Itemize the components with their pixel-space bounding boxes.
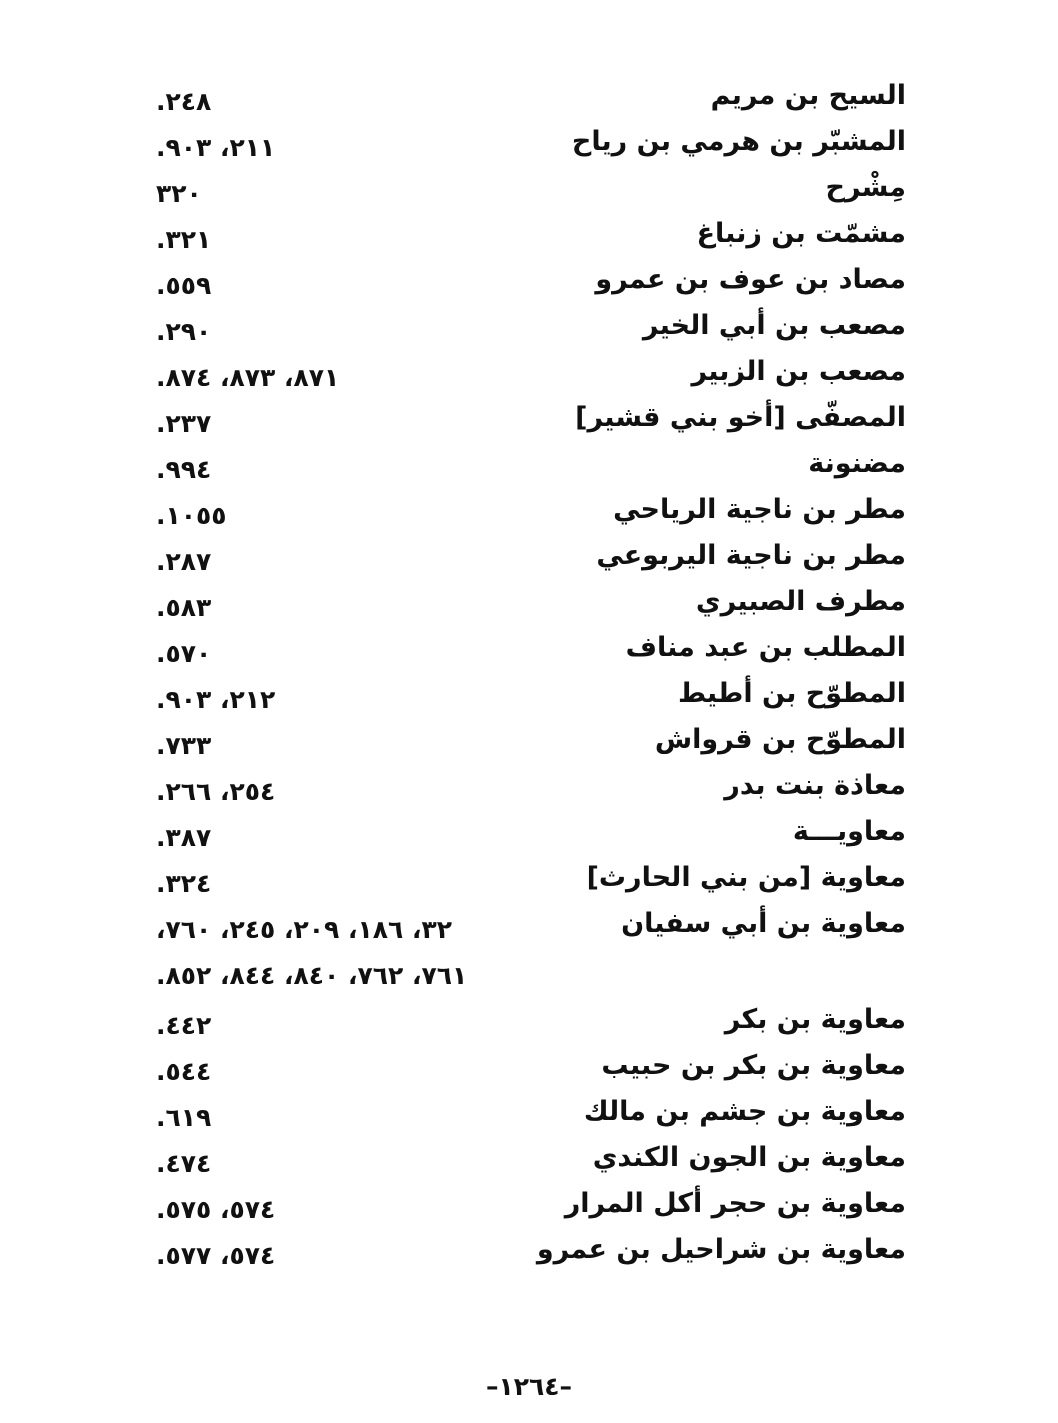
entry-page-refs: ٣٨٧. xyxy=(156,823,212,852)
index-entry xyxy=(0,1230,1058,1276)
index-entry xyxy=(0,260,1058,306)
entry-page-refs: ٥٤٤. xyxy=(156,1057,212,1086)
entry-name: المطلب بن عبد مناف xyxy=(625,632,906,663)
entry-name: المطوّح بن قرواش xyxy=(654,724,906,755)
entry-name: مطر بن ناجية اليربوعي xyxy=(596,540,906,571)
entry-page-refs: ٣٢٤. xyxy=(156,869,212,898)
entry-name: مصاد بن عوف بن عمرو xyxy=(595,264,906,295)
entry-page-refs: ٥٨٣. xyxy=(156,593,212,622)
entry-name: معاويـــة xyxy=(792,816,906,847)
entry-name: مصعب بن أبي الخير xyxy=(642,310,906,341)
entry-page-refs: ٦١٩. xyxy=(156,1103,212,1132)
entry-name: السيح بن مريم xyxy=(710,80,906,111)
index-entry xyxy=(0,76,1058,122)
entry-page-refs: ٢١٢، ٩٠٣. xyxy=(156,685,276,714)
entry-page-refs: ٥٧٠. xyxy=(156,639,212,668)
entry-page-refs: ٥٧٤، ٥٧٧. xyxy=(156,1241,276,1270)
entry-name: مضنونة xyxy=(808,448,906,479)
index-entry-continuation xyxy=(0,950,1058,996)
entry-name: معاوية بن بكر بن حبيب xyxy=(601,1050,906,1081)
entry-name: المطوّح بن أطيط xyxy=(677,678,906,709)
index-entry xyxy=(0,352,1058,398)
entry-page-refs: ٣٢٠ xyxy=(156,179,202,208)
entry-page-refs: ٤٤٢. xyxy=(156,1011,212,1040)
entry-page-refs: ٧٣٣. xyxy=(156,731,212,760)
entry-name: معاوية بن أبي سفيان xyxy=(621,908,906,939)
entry-name: مصعب بن الزبير xyxy=(691,356,906,387)
index-entry xyxy=(0,306,1058,352)
entry-page-refs: ٣٢، ١٨٦، ٢٠٩، ٢٤٥، ٧٦٠، xyxy=(156,915,452,944)
index-entry xyxy=(0,1092,1058,1138)
entry-page-refs: ٩٩٤. xyxy=(156,455,212,484)
index-entry xyxy=(0,582,1058,628)
index-entry xyxy=(0,122,1058,168)
entry-page-refs: ٢٨٧. xyxy=(156,547,212,576)
entry-name: مطر بن ناجية الرياحي xyxy=(613,494,906,525)
entry-page-refs: ٢٣٧. xyxy=(156,409,212,438)
entry-page-refs: ٧٦١، ٧٦٢، ٨٤٠، ٨٤٤، ٨٥٢. xyxy=(156,961,468,990)
index-entry xyxy=(0,444,1058,490)
entry-page-refs: ١٠٥٥. xyxy=(156,501,227,530)
index-entry xyxy=(0,398,1058,444)
entry-name: المشبّر بن هرمي بن رياح xyxy=(571,126,906,157)
entry-page-refs: ٣٢١. xyxy=(156,225,212,254)
entry-page-refs: ٢٩٠. xyxy=(156,317,212,346)
entry-name: مِشْرح xyxy=(825,172,906,203)
index-entry xyxy=(0,1000,1058,1046)
entry-page-refs: ٤٧٤. xyxy=(156,1149,212,1178)
index-entry xyxy=(0,536,1058,582)
entry-page-refs: ٥٥٩. xyxy=(156,271,212,300)
entry-name: معاوية بن الجون الكندي xyxy=(592,1142,906,1173)
entry-page-refs: ٢١١، ٩٠٣. xyxy=(156,133,276,162)
index-entry xyxy=(0,904,1058,950)
name-index-list xyxy=(0,76,1058,1276)
index-entry xyxy=(0,628,1058,674)
index-entry xyxy=(0,490,1058,536)
index-entry xyxy=(0,720,1058,766)
index-entry xyxy=(0,858,1058,904)
entry-page-refs: ٢٥٤، ٢٦٦. xyxy=(156,777,276,806)
entry-page-refs: ٨٧١، ٨٧٣، ٨٧٤. xyxy=(156,363,340,392)
entry-page-refs: ٢٤٨. xyxy=(156,87,212,116)
index-entry xyxy=(0,168,1058,214)
index-entry xyxy=(0,674,1058,720)
index-entry xyxy=(0,766,1058,812)
entry-name: معاذة بنت بدر xyxy=(724,770,906,801)
entry-name: معاوية بن بكر xyxy=(724,1004,906,1035)
entry-name: مشمّت بن زنباغ xyxy=(696,218,906,249)
index-entry xyxy=(0,1184,1058,1230)
index-entry xyxy=(0,812,1058,858)
entry-name: معاوية [من بني الحارث] xyxy=(586,862,906,893)
page-number: –١٢٦٤– xyxy=(485,1372,573,1401)
entry-page-refs: ٥٧٤، ٥٧٥. xyxy=(156,1195,276,1224)
index-entry xyxy=(0,1138,1058,1184)
entry-name: مطرف الصبيري xyxy=(695,586,906,617)
index-entry xyxy=(0,214,1058,260)
entry-name: معاوية بن حجر أكل المرار xyxy=(564,1188,906,1219)
entry-name: المصفّى [أخو بني قشير] xyxy=(575,402,906,433)
index-entry xyxy=(0,1046,1058,1092)
entry-name: معاوية بن جشم بن مالك xyxy=(583,1096,906,1127)
entry-name: معاوية بن شراحيل بن عمرو xyxy=(536,1234,906,1265)
